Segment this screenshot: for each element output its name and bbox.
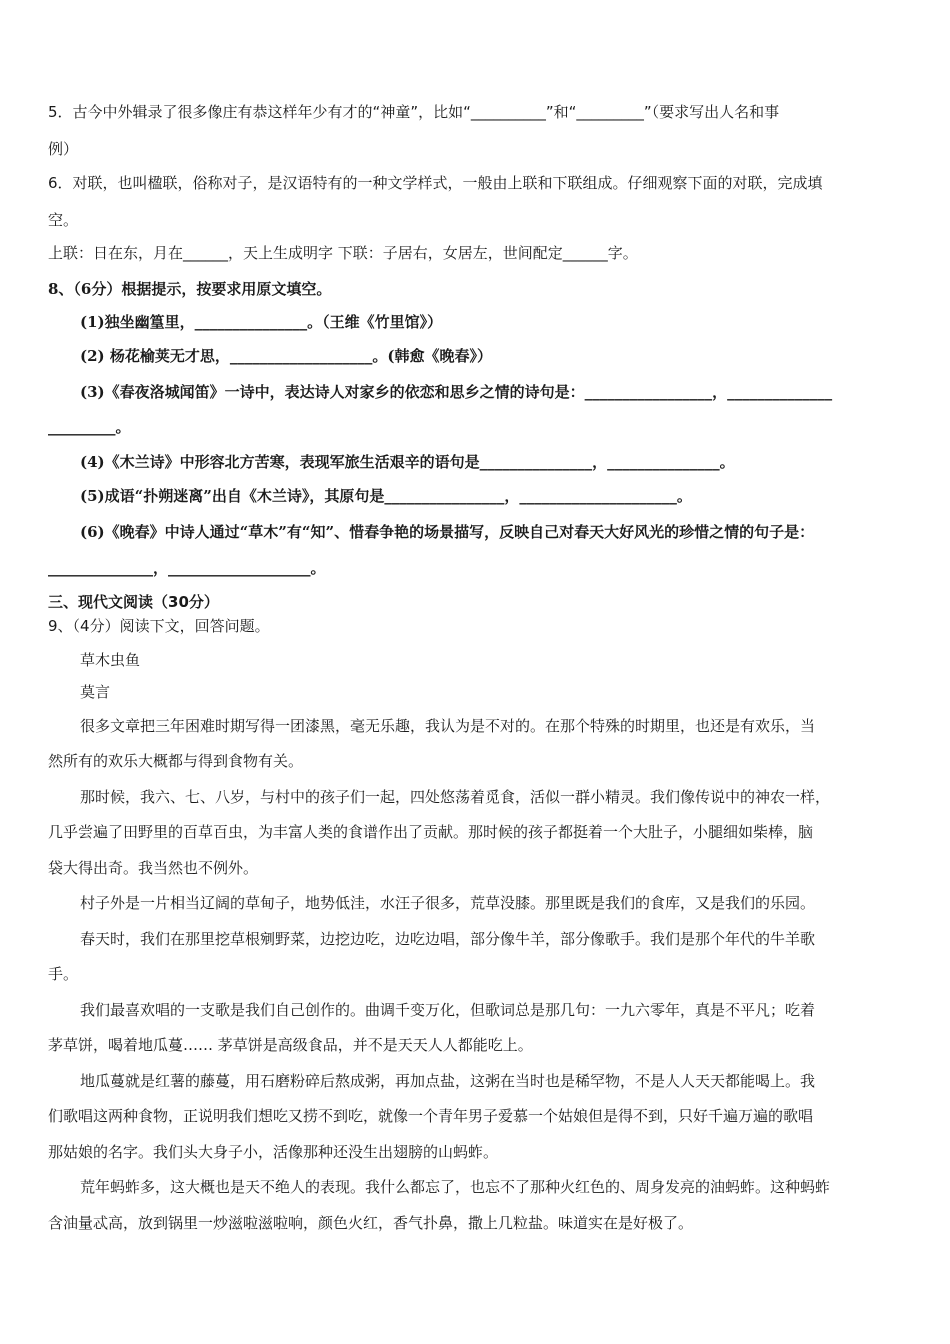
q8-item-5: (5)成语“扑朔迷离”出自《木兰诗》，其原句是________________，_____________________。 [80, 487, 692, 505]
q8-item-1: (1)独坐幽篁里，_______________。（王维《竹里馆》） [80, 313, 443, 331]
q6-line-1: 6．对联，也叫楹联，俗称对子，是汉语特有的一种文学样式，一般由上联和下联组成。仔细观察下面的对联，完成填 [48, 174, 823, 192]
q8-item-6-line-2: ______________，___________________。 [48, 559, 326, 577]
paragraph-6-line-1: 地瓜蔓就是红薯的藤蔓，用石磨粉碎后熬成粥，再加点盐，这粥在当时也是稀罕物，不是人人天天都能喝上。我 [80, 1072, 816, 1090]
paragraph-1-line-1: 很多文章把三年困难时期写得一团漆黑，毫无乐趣，我认为是不对的。在那个特殊的时期里，也还是有欢乐，当 [80, 717, 816, 735]
paragraph-7-line-1: 荒年蚂蚱多，这大概也是天不绝人的表现。我什么都忘了，也忘不了那种火红色的、周身发亮的油蚂蚱。这种蚂蚱 [80, 1178, 831, 1196]
paragraph-6-line-2: 们歌唱这两种食物，正说明我们想吃又捞不到吃，就像一个青年男子爱慕一个姑娘但是得不到，只好千遍万遍的歌唱 [48, 1107, 814, 1125]
article-title: 草木虫鱼 [80, 651, 141, 669]
q6-line-2: 空。 [48, 211, 79, 229]
article-author: 莫言 [80, 683, 111, 701]
paragraph-3-line-1: 村子外是一片相当辽阔的草甸子，地势低洼，水汪子很多，荒草没膝。那里既是我们的食库，又是我们的乐园。 [80, 894, 816, 912]
paragraph-2-line-1: 那时候，我六、七、八岁，与村中的孩子们一起，四处悠荡着觅食，活似一群小精灵。我们像传说中的神农一样， [80, 788, 831, 806]
paragraph-5-line-2: 茅草饼，喝着地瓜蔓…… 茅草饼是高级食品，并不是天天人人都能吃上。 [48, 1036, 533, 1054]
q5-line-1: 5．古今中外辑录了很多像庄有恭这样年少有才的“神童”，比如“__________”和“_________”（要求写出人名和事 [48, 103, 780, 121]
paragraph-4-line-2: 手。 [48, 965, 79, 983]
q6-couplet: 上联：日在东，月在______，天上生成明字 下联：子居右，女居左，世间配定______字。 [48, 244, 638, 262]
q5-line-2: 例） [48, 140, 79, 158]
q8-item-3-line-2: _________。 [48, 418, 131, 436]
paragraph-6-line-3: 那姑娘的名字。我们头大身子小，活像那种还没生出翅膀的山蚂蚱。 [48, 1143, 499, 1161]
q8-item-3-line-1: (3)《春夜洛城闻笛》一诗中，表达诗人对家乡的依恋和思乡之情的诗句是：_________________，______________ [80, 383, 833, 401]
paragraph-7-line-2: 含油量忒高，放到锅里一炒滋啦滋啦响，颜色火红，香气扑鼻，撒上几粒盐。味道实在是好极了。 [48, 1214, 694, 1232]
paragraph-1-line-2: 然所有的欢乐大概都与得到食物有关。 [48, 752, 304, 770]
q8-item-2: (2) 杨花榆荚无才思，___________________。(韩愈《晚春》） [80, 347, 492, 365]
paragraph-2-line-2: 几乎尝遍了田野里的百草百虫，为丰富人类的食谱作出了贡献。那时候的孩子都挺着一个大肚子，小腿细如柴棒，脑 [48, 823, 814, 841]
q8-item-4: (4)《木兰诗》中形容北方苦寒，表现军旅生活艰辛的语句是_______________，_______________。 [80, 453, 735, 471]
paragraph-2-line-3: 袋大得出奇。我当然也不例外。 [48, 859, 259, 877]
paragraph-5-line-1: 我们最喜欢唱的一支歌是我们自己创作的。曲调千变万化，但歌词总是那几句：一九六零年，真是不平凡；吃着 [80, 1001, 816, 1019]
q8-header: 8、（6分）根据提示，按要求用原文填空。 [48, 280, 332, 298]
q9-header: 9、（4分）阅读下文，回答问题。 [48, 617, 270, 635]
paragraph-4-line-1: 春天时，我们在那里挖草根剜野菜，边挖边吃，边吃边唱，部分像牛羊，部分像歌手。我们是那个年代的牛羊歌 [80, 930, 816, 948]
section-heading: 三、现代文阅读（30分） [48, 593, 219, 611]
q8-item-6-line-1: (6)《晚春》中诗人通过“草木”有“知”、惜春争艳的场景描写，反映自己对春天大好风光的珍惜之情的句子是： [80, 523, 815, 541]
